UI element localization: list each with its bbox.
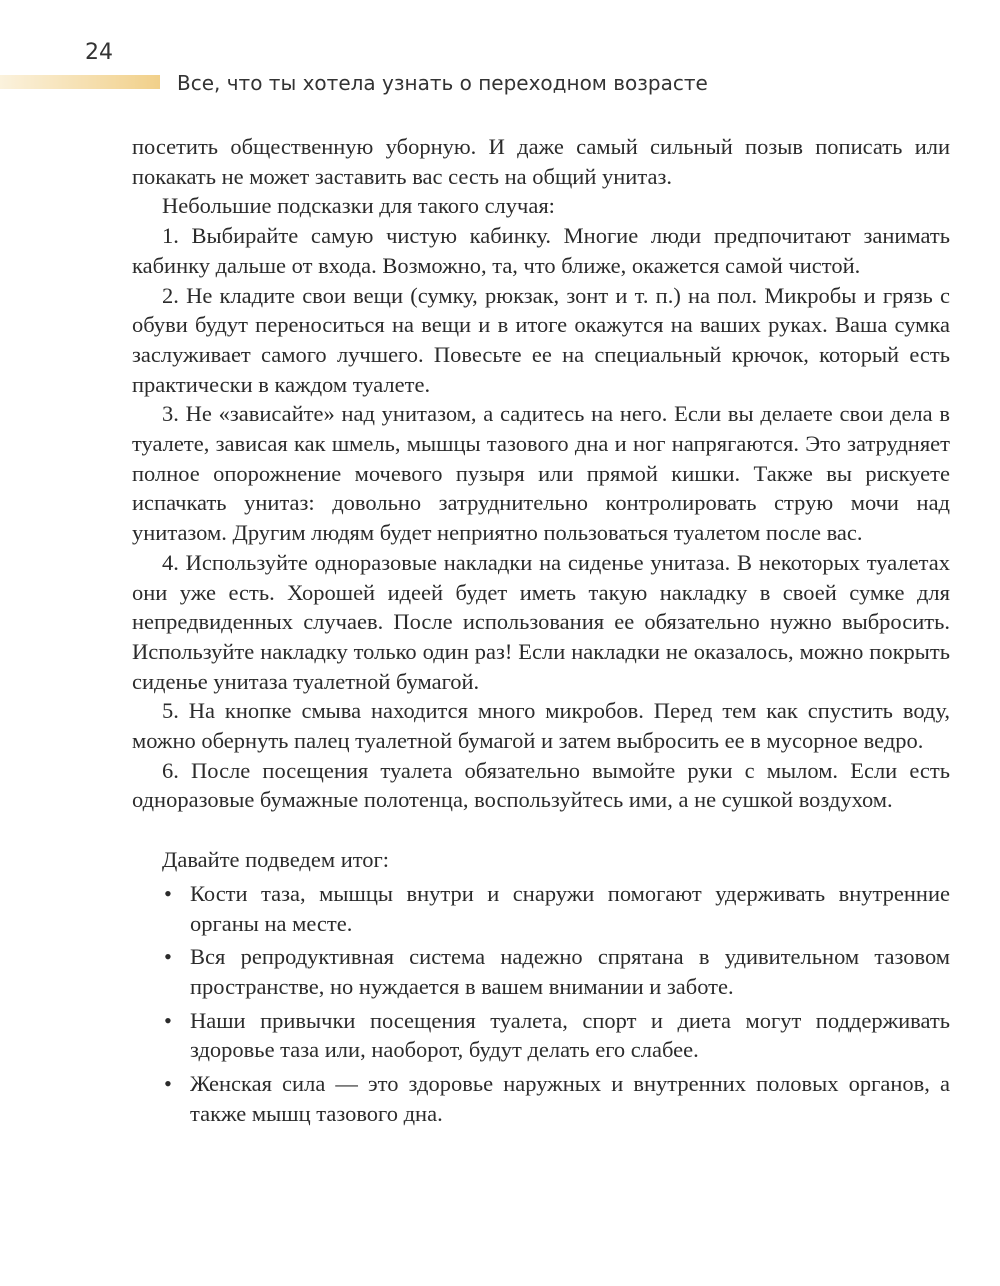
running-title: Все, что ты хотела узнать о переходном возрасте [177,71,708,95]
summary-item [132,942,950,1001]
header-accent-bar [0,75,160,89]
summary-item [132,1069,950,1128]
paragraph-continuation: посетить общественную уборную. И даже самый сильный позыв пописать или покакать не может заставить вас сесть на общий унитаз. [132,134,950,189]
bullet-icon: • [164,1071,172,1097]
summary-item-text: Кости таза, мышцы внутри и снаружи помогают удерживать внутренние органы на месте. [190,880,950,936]
summary-intro: Давайте подведем итог: [162,847,390,873]
bullet-icon: • [164,944,172,970]
paragraph-tip-6: 6. После посещения туалета обязательно вымойте руки с мылом. Если есть одноразовые бумажные полотенца, воспользуйтесь ими, а не сушкой воздухом. [132,757,950,813]
paragraph-tips-intro: Небольшие подсказки для такого случая: [162,193,555,219]
summary-list [132,879,950,1129]
bullet-icon: • [164,880,172,906]
summary-item [132,879,950,938]
bullet-icon: • [164,1007,172,1033]
paragraph-tip-2: 2. Не кладите свои вещи (сумку, рюкзак, зонт и т. п.) на пол. Микробы и грязь с обуви будут переноситься на вещи и в итоге окажутся на ваших руках. Ваша сумка заслуживает самого лучшего. Повесьте ее на специальный крючок, который есть практически в каждом туалете. [132,282,950,397]
page-number: 24 [85,40,113,65]
summary-item [132,1006,950,1065]
paragraph-tip-5: 5. На кнопке смыва находится много микробов. Перед тем как спустить воду, можно обернуть палец туалетной бумагой и затем выбросить ее в мусорное ведро. [132,698,950,754]
summary-item-text: Женская сила — это здоровье наружных и внутренних половых органов, а также мышц тазового дна. [190,1071,950,1126]
paragraph-tip-3: 3. Не «зависайте» над унитазом, а садитесь на него. Если вы делаете свои дела в туалете, зависая как шмель, мышцы тазового дна и ног напрягаются. Это затрудняет полное опорожнение мочевого пузыря или прямой кишки. Также вы рискуете испачкать унитаз: довольно затруднительно контролировать струю мочи над унитазом. Другим людям будет неприятно пользоваться туалетом после вас. [132,401,950,546]
paragraph-tip-1: 1. Выбирайте самую чистую кабинку. Многие люди предпочитают занимать кабинку дальше от входа. Возможно, та, что ближе, окажется самой чистой. [132,223,950,278]
body-text [132,132,950,1129]
paragraph-tip-4: 4. Используйте одноразовые накладки на сиденье унитаза. В некоторых туалетах они уже есть. Хорошей идеей будет иметь такую накладку в своей сумке для непредвиденных случаев. После использования ее обязательно нужно выбросить. Используйте накладку только один раз! Если накладки не оказалось, можно покрыть сиденье унитаза туалетной бумагой. [132,549,950,694]
summary-item-text: Наши привычки посещения туалета, спорт и диета могут поддерживать здоровье таза или, наоборот, будут делать его слабее. [190,1007,950,1063]
summary-item-text: Вся репродуктивная система надежно спрятана в удивительном тазовом пространстве, но нуждается в вашем внимании и заботе. [190,944,950,999]
